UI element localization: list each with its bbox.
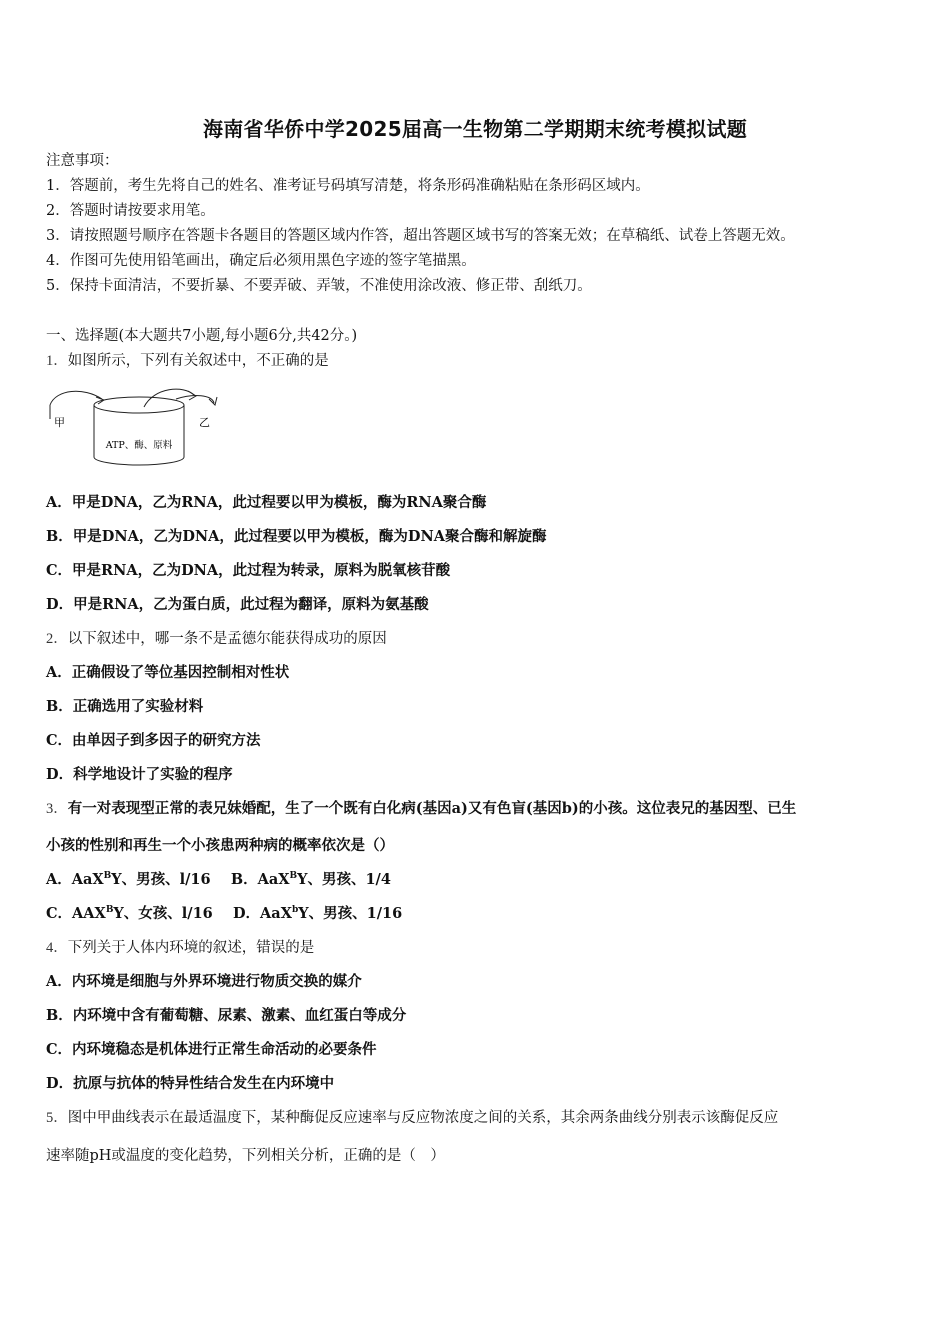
option-label: C． xyxy=(46,905,73,922)
cylinder-top xyxy=(94,397,184,413)
option-genotype: AAX xyxy=(72,905,106,922)
question-1-option-c[interactable]: C．甲是RNA，乙为DNA，此过程为转录，原料为脱氧核苷酸 xyxy=(46,562,451,579)
question-4-stem xyxy=(46,938,314,958)
option-genotype: AaX xyxy=(71,871,104,888)
question-1-option-d[interactable]: D．甲是RNA，乙为蛋白质，此过程为翻译，原料为氨基酸 xyxy=(46,596,429,613)
notice-item: 5．保持卡面清洁，不要折暴、不要弄破、弄皱，不准使用涂改液、修正带、刮纸刀。 xyxy=(46,278,592,294)
option-superscript: B xyxy=(103,871,112,881)
diagram-label-right: 乙 xyxy=(199,416,210,429)
question-4-option-d[interactable]: D．抗原与抗体的特异性结合发生在内环境中 xyxy=(46,1075,335,1092)
question-number: 1． xyxy=(46,353,68,369)
notice-item: 1．答题前，考生先将自己的姓名、准考证号码填写清楚，将条形码准确粘贴在条形码区域内。 xyxy=(46,178,650,194)
page-title: 海南省华侨中学2025届高一生物第二学期期末统考模拟试题 xyxy=(202,117,748,141)
option-label: B． xyxy=(230,871,258,888)
section-heading: 一、选择题(本大题共7小题,每小题6分,共42分。) xyxy=(46,328,358,344)
left-arrow-curve xyxy=(50,391,102,405)
question-number: 2． xyxy=(46,631,68,647)
notice-item: 4．作图可先使用铅笔画出，确定后必须用黑色字迹的签字笔描黑。 xyxy=(46,253,476,269)
question-2-stem xyxy=(46,629,387,649)
question-3-options-row1 xyxy=(46,870,391,890)
question-3-option-a[interactable] xyxy=(46,871,211,888)
question-number: 4． xyxy=(46,940,68,956)
option-label: A． xyxy=(46,871,72,888)
question-text: 下列关于人体内环境的叙述，错误的是 xyxy=(67,940,315,956)
question-5-stem-line1 xyxy=(46,1108,778,1128)
notice-heading: 注意事项： xyxy=(46,153,119,169)
question-4-option-c[interactable]: C．内环境稳态是机体进行正常生命活动的必要条件 xyxy=(46,1041,377,1058)
option-text: Y、女孩、l/16 xyxy=(113,905,213,922)
option-superscript: B xyxy=(105,905,114,915)
question-1-stem xyxy=(46,351,329,371)
transcription-diagram xyxy=(44,385,224,470)
question-4-option-b[interactable]: B．内环境中含有葡萄糖、尿素、激素、血红蛋白等成分 xyxy=(46,1007,407,1024)
diagram-cylinder-label: ATP、酶、原料 xyxy=(105,440,173,451)
question-2-option-a[interactable]: A．正确假设了等位基因控制相对性状 xyxy=(46,664,290,681)
question-text: 如图所示，下列有关叙述中，不正确的是 xyxy=(67,353,329,369)
question-5-stem-line2: 速率随pH或温度的变化趋势，下列相关分析，正确的是（ ） xyxy=(46,1148,445,1164)
question-text: 有一对表现型正常的表兄妹婚配，生了一个既有白化病(基因a)又有色盲(基因b)的小孩。这位表兄的基因型、已生 xyxy=(67,800,797,817)
option-label: D． xyxy=(232,905,261,922)
question-1-option-a[interactable]: A．甲是DNA，乙为RNA，此过程要以甲为模板，酶为RNA聚合酶 xyxy=(46,494,487,511)
question-1-option-b[interactable]: B．甲是DNA，乙为DNA，此过程要以甲为模板，酶为DNA聚合酶和解旋酶 xyxy=(46,528,547,545)
question-2-option-c[interactable]: C．由单因子到多因子的研究方法 xyxy=(46,732,261,749)
option-superscript: B xyxy=(289,871,298,881)
option-text: Y、男孩、1/4 xyxy=(297,871,391,888)
question-text: 以下叙述中，哪一条不是孟德尔能获得成功的原因 xyxy=(67,631,387,647)
question-3-stem-line2: 小孩的性别和再生一个小孩患两种病的概率依次是（） xyxy=(46,837,394,854)
diagram-label-left: 甲 xyxy=(54,416,65,429)
question-3-options-row2 xyxy=(46,904,402,924)
option-genotype: AaX xyxy=(257,871,290,888)
notice-item: 3．请按照题号顺序在答题卡各题目的答题区域内作答，超出答题区域书写的答案无效；在草稿纸、试卷上答题无效。 xyxy=(46,228,795,244)
question-2-option-d[interactable]: D．科学地设计了实验的程序 xyxy=(46,766,233,783)
question-2-option-b[interactable]: B．正确选用了实验材料 xyxy=(46,698,204,715)
notice-item: 2．答题时请按要求用笔。 xyxy=(46,203,215,219)
question-3-option-d[interactable] xyxy=(233,905,402,922)
question-4-option-a[interactable]: A．内环境是细胞与外界环境进行物质交换的媒介 xyxy=(46,973,362,990)
question-text: 图中甲曲线表示在最适温度下，某种酶促反应速率与反应物浓度之间的关系，其余两条曲线分别表示该酶促反应 xyxy=(67,1110,779,1126)
question-3-option-b[interactable] xyxy=(231,871,391,888)
option-text: Y、男孩、1/16 xyxy=(298,905,403,922)
option-superscript: b xyxy=(291,905,299,915)
middle-arrow-curve xyxy=(144,389,194,407)
cylinder-bottom xyxy=(94,457,184,465)
question-3-option-c[interactable] xyxy=(46,905,213,922)
option-text: Y、男孩、l/16 xyxy=(111,871,211,888)
option-genotype: AaX xyxy=(260,905,292,922)
question-number: 3． xyxy=(46,801,68,817)
question-3-stem-line1 xyxy=(46,799,796,819)
question-number: 5． xyxy=(46,1110,68,1126)
